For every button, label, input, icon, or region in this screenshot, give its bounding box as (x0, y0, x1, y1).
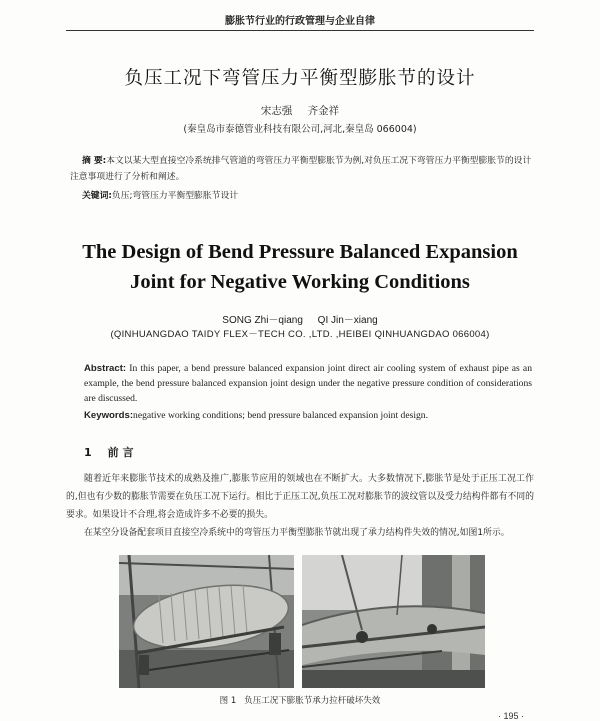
header-divider (66, 30, 534, 31)
chinese-abstract (70, 153, 532, 185)
english-keywords-label: Keywords: (84, 410, 134, 421)
page-number: · 195 · (498, 711, 525, 721)
chinese-keywords-label: 关键词: (82, 191, 112, 201)
author-1-en: SONG Zhi－qiang (222, 315, 303, 326)
english-title-line-1: The Design of Bend Pressure Balanced Expansion (82, 241, 518, 263)
section-number: 1 (84, 446, 92, 459)
english-keywords (84, 410, 532, 421)
figure-caption-text: 负压工况下膨胀节承力拉杆破坏失效 (244, 696, 381, 706)
figure-label: 图 1 (219, 696, 237, 706)
english-authors (0, 311, 600, 326)
english-affiliation: (QINHUANGDAO TAIDY FLEX－TECH CO. ,LTD. ,HEIBEI QINHUANGDAO 066004) (110, 329, 490, 340)
chinese-keywords-text: 负压;弯管压力平衡型膨胀节设计 (111, 191, 239, 201)
chinese-affiliation: (秦皇岛市泰德管业科技有限公司,河北,秦皇岛 066004) (183, 124, 417, 135)
chinese-authors (0, 103, 600, 118)
english-abstract-text: In this paper, a bend pressure balanced expansion joint direct air cooling system of exhaust pipe as an example, the bend pressure balanced expansion joint design under the negative pressure condition of considerations are discussed. (84, 363, 532, 404)
author-1-cn: 宋志强 (260, 105, 293, 117)
failed-expansion-joint-photo (119, 555, 294, 688)
english-keywords-text: negative working conditions; bend pressure balanced expansion joint design. (133, 410, 428, 421)
figure-1 (119, 555, 485, 688)
figure-caption (0, 694, 600, 706)
english-abstract (84, 361, 532, 406)
english-title (0, 237, 600, 297)
body-paragraph-2: 在某空分设备配套项目直接空冷系统中的弯管压力平衡型膨胀节就出现了承力结构件失效的情况,如图1所示。 (84, 528, 510, 538)
chinese-abstract-text: 本文以某大型直接空冷系统排气管道的弯管压力平衡型膨胀节为例,对负压工况下弯管压力平衡型膨胀节的设计注意事项进行了分析和阐述。 (70, 156, 532, 182)
body-paragraph-1: 随着近年来膨胀节技术的成熟及推广,膨胀节应用的领域也在不断扩大。大多数情况下,膨胀节是处于正压工况工作的,但也有少数的膨胀节需要在负压工况下运行。相比于正压工况,负压工况对膨胀节的波纹管以及受力结构件都有不同的要求。如果设计不合理,将会造成许多不必要的损失。 (66, 474, 534, 520)
figure-photo-left (119, 555, 294, 688)
english-abstract-label: Abstract: (84, 363, 127, 374)
english-title-line-2: Joint for Negative Working Conditions (130, 271, 470, 293)
chinese-title: 负压工况下弯管压力平衡型膨胀节的设计 (124, 68, 476, 89)
section-title: 前 言 (107, 446, 134, 459)
chinese-abstract-label: 摘 要: (82, 156, 107, 166)
figure-photo-right (302, 555, 485, 688)
author-2-cn: 齐金祥 (307, 105, 340, 117)
chinese-keywords (82, 188, 532, 201)
author-2-en: QI Jin－xiang (317, 315, 378, 326)
section-heading (84, 444, 134, 460)
body-text (66, 470, 534, 542)
failed-tie-rod-photo (302, 555, 485, 688)
running-head: 膨胀节行业的行政管理与企业自律 (225, 16, 375, 27)
